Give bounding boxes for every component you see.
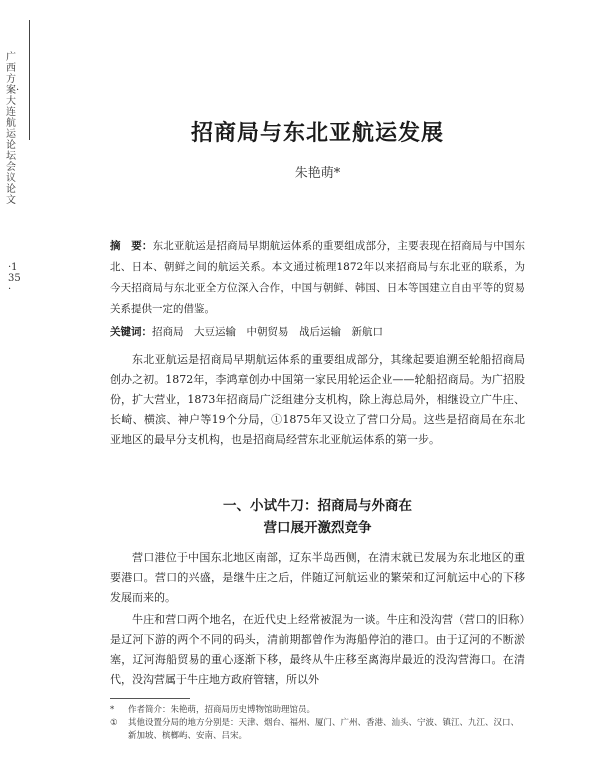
footnote (110, 717, 525, 743)
body-paragraph: 营口港位于中国东北地区南部，辽东半岛西侧，在清末就已发展为东北地区的重要港口。营口的兴盛，是继牛庄之后，伴随辽河航运业的繁荣和辽河航运中心的下移发展而来的。 (110, 551, 525, 604)
footnote (110, 704, 525, 717)
abstract-text: 东北亚航运是招商局早期航运体系的重要组成部分，主要表现在招商局与中国东北、日本、朝鲜之间的航运关系。本文通过梳理1872年以来招商局与东北亚的联系，为今天招商局与东北亚全方位深入合作，中国与朝鲜、韩国、日本等国建立自由平等的贸易关系提供一定的借鉴。 (110, 240, 526, 315)
footnote-mark: ① (110, 718, 118, 728)
article-author: 朱艳萌* (294, 166, 341, 181)
footnote-mark: * (110, 705, 115, 715)
section-heading-line-1: 一、小试牛刀：招商局与外商在 (223, 498, 412, 514)
footnote-text: 作者简介：朱艳萌，招商局历史博物馆助理馆员。 (128, 705, 316, 715)
abstract-label: 摘 要： (110, 240, 153, 252)
page-number: ·135· (8, 262, 21, 295)
running-head: 广西方案·大连航运论坛会议论文 (6, 52, 20, 206)
article-title: 招商局与东北亚航运发展 (190, 121, 444, 146)
body-paragraph: 牛庄和营口两个地名，在近代史上经常被混为一谈。牛庄和没沟营（营口的旧称）是辽河下游的两个不同的码头，清前期都曾作为海船停泊的港口。由于辽河的不断淤塞，辽河海船贸易的重心逐渐下移，最终从牛庄移至离海岸最近的没沟营海口。在清代，没沟营属于牛庄地方政府管辖，所以外 (110, 613, 525, 686)
intro-paragraph: 东北亚航运是招商局早期航运体系的重要组成部分，其缘起要追溯至轮船招商局创办之初。1872年，李鸿章创办中国第一家民用轮运企业——轮船招商局。为广招股份，扩大营业，1873年招商局广泛组建分支机构，除上海总局外，相继设立广牛庄、长崎、横滨、神户等19个分局，①1875年又设立了营口分局。这些是招商局在东北亚地区的最早分支机构，也是招商局经营东北亚航运体系的第一步。 (110, 353, 525, 446)
keywords-text: 招商局 大豆运输 中朝贸易 战后运输 新航口 (152, 326, 383, 338)
section-heading (110, 495, 525, 539)
margin-rule (29, 20, 30, 140)
keywords-label: 关键词： (110, 326, 152, 338)
footnote-text: 其他设置分局的地方分别是：天津、烟台、福州、厦门、广州、香港、汕头、宁波、镇江、九江、汉口、新加坡、槟榔屿、安南、吕宋。 (128, 718, 520, 741)
footnotes (110, 704, 525, 743)
footnote-divider (110, 698, 190, 699)
abstract (110, 236, 525, 320)
section-heading-line-2: 营口展开激烈竞争 (263, 520, 372, 536)
keywords (110, 322, 525, 343)
